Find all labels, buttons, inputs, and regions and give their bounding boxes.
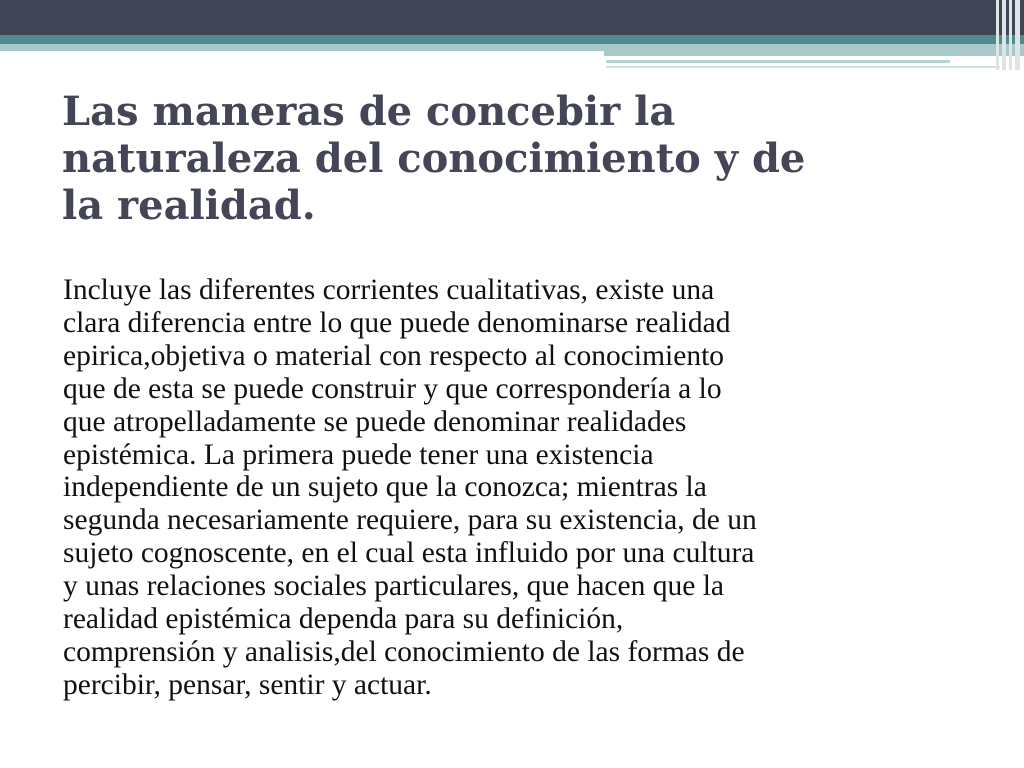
- header-band-dark: [0, 0, 1024, 35]
- body-line: que de esta se puede construir y que correspondería a lo: [63, 372, 722, 405]
- body-line: sujeto cognoscente, en el cual esta influido por una cultura: [63, 537, 755, 570]
- title-line: Las maneras de concebir la: [62, 88, 676, 135]
- header-rule: [606, 60, 826, 63]
- body-line: independiente de un sujeto que la conozca; mientras la: [63, 471, 707, 504]
- body-line: percibir, pensar, sentir y actuar.: [63, 668, 432, 701]
- body-line: comprensión y analisis,del conocimiento de las formas de: [63, 635, 745, 668]
- header-vertical-stripes: [994, 0, 1024, 70]
- slide-body: [63, 274, 963, 702]
- title-line: la realidad.: [62, 182, 316, 229]
- body-line: epirica,objetiva o material con respecto al conocimiento: [63, 339, 725, 372]
- slide-title: [62, 88, 962, 229]
- header-band-light-right: [604, 44, 1024, 56]
- body-line: clara diferencia entre lo que puede denominarse realidad: [63, 306, 731, 339]
- body-line: Incluye las diferentes corrientes cualitativas, existe una: [63, 274, 715, 306]
- body-line: epistémica. La primera puede tener una existencia: [63, 438, 654, 471]
- body-line: realidad epistémica dependa para su definición,: [63, 603, 624, 636]
- body-line: y unas relaciones sociales particulares, que hacen que la: [63, 570, 724, 603]
- header-band-teal: [0, 35, 1024, 44]
- header-rule: [606, 66, 1000, 68]
- header-rule: [826, 60, 950, 63]
- body-line: que atropelladamente se puede denominar realidades: [63, 405, 687, 438]
- header-band-light: [0, 44, 604, 51]
- title-line: naturaleza del conocimiento y de: [62, 135, 806, 182]
- body-line: segunda necesariamente requiere, para su existencia, de un: [63, 504, 757, 537]
